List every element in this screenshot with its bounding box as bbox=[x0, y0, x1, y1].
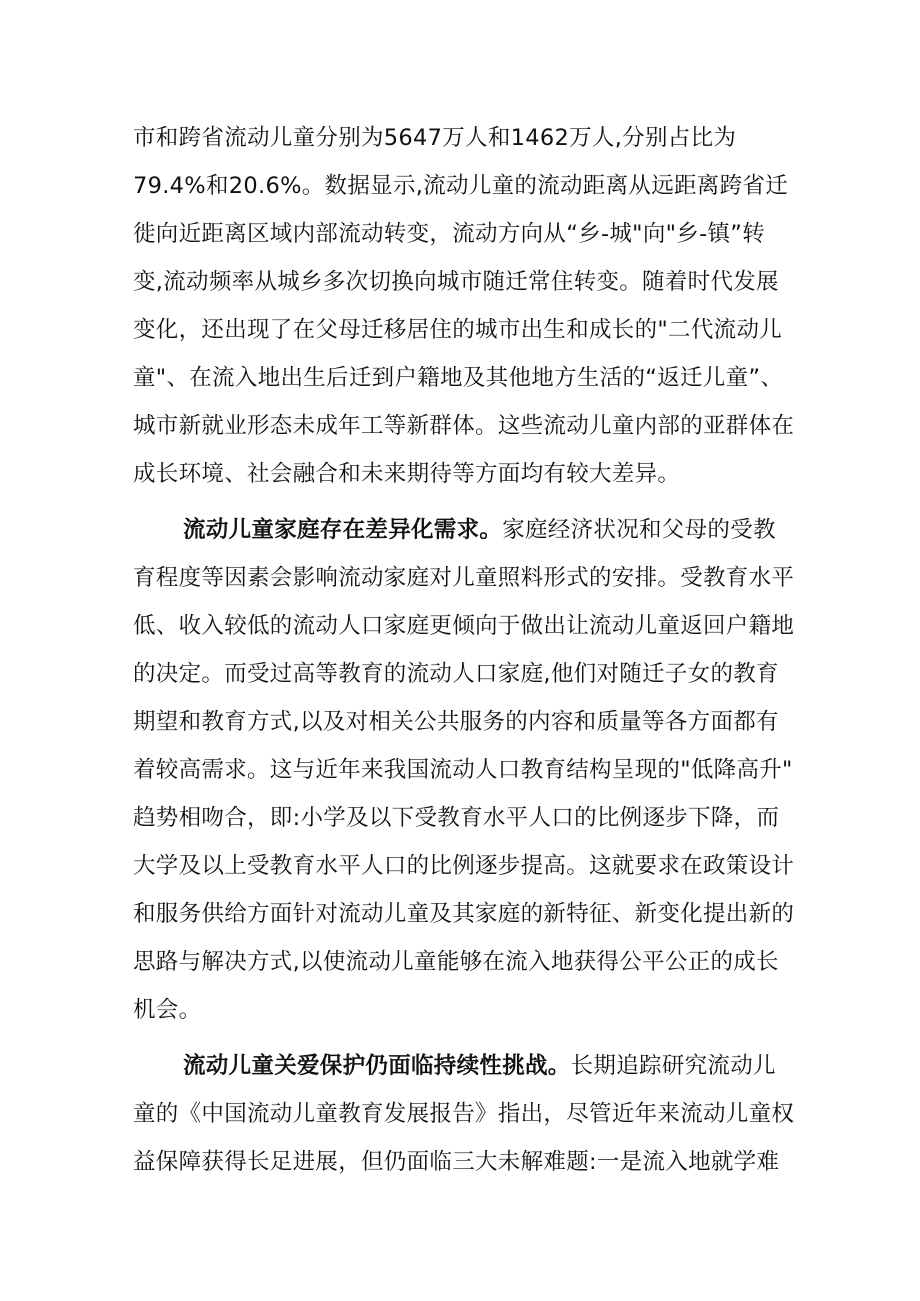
text-line: 育程度等因素会影响流动家庭对儿童照料形式的安排。受教育水平 bbox=[133, 565, 795, 591]
paragraph-text: 家庭经济状况和父母的受教 bbox=[502, 517, 776, 543]
text-line: 大学及以上受教育水平人口的比例逐步提高。这就要求在政策设计 bbox=[133, 853, 795, 879]
text-line: 思路与解决方式,以使流动儿童能够在流入地获得公平公正的成长 bbox=[133, 949, 779, 975]
text-line: 79.4%和20.6%。数据显示,流动儿童的流动距离从远距离跨省迁 bbox=[133, 173, 789, 199]
paragraph-text: 长期追踪研究流动儿 bbox=[570, 1053, 776, 1079]
text-line: 机会。 bbox=[133, 997, 202, 1023]
text-line: 趋势相吻合，即:小学及以下受教育水平人口的比例逐步下降，而 bbox=[133, 805, 780, 831]
text-line: 益保障获得长足进展，但仍面临三大未解难题:一是流入地就学难 bbox=[133, 1149, 780, 1175]
text-line: 童的《中国流动儿童教育发展报告》指出，尽管近年来流动儿童权 bbox=[133, 1101, 795, 1127]
text-line: 着较高需求。这与近年来我国流动人口教育结构呈现的"低降高升" bbox=[133, 757, 793, 783]
text-line: 徙向近距离区域内部流动转变，流动方向从“乡-城"向"乡-镇”转 bbox=[133, 221, 766, 247]
text-line: 城市新就业形态未成年工等新群体。这些流动儿童内部的亚群体在 bbox=[133, 413, 795, 439]
text-line: 期望和教育方式,以及对相关公共服务的内容和质量等各方面都有 bbox=[133, 709, 779, 735]
text-line: 变,流动频率从城乡多次切换向城市随迁常住转变。随着时代发展 bbox=[133, 269, 779, 295]
paragraph-first-line bbox=[183, 506, 803, 554]
text-line: 变化，还出现了在父母迁移居住的城市出生和成长的"二代流动儿 bbox=[133, 317, 783, 343]
paragraph-first-line bbox=[183, 1042, 803, 1090]
text-line: 童"、在流入地出生后迁到户籍地及其他地方生活的“返迁儿童”、 bbox=[133, 365, 784, 391]
text-line: 市和跨省流动儿童分别为5647万人和1462万人,分别占比为 bbox=[133, 125, 737, 151]
text-line: 的决定。而受过高等教育的流动人口家庭,他们对随迁子女的教育 bbox=[133, 661, 779, 687]
text-line: 低、收入较低的流动人口家庭更倾向于做出让流动儿童返回户籍地 bbox=[133, 613, 795, 639]
text-line: 和服务供给方面针对流动儿童及其家庭的新特征、新变化提出新的 bbox=[133, 901, 795, 927]
text-line: 成长环境、社会融合和未来期待等方面均有较大差异。 bbox=[133, 461, 681, 487]
paragraph-heading: 流动儿童家庭存在差异化需求。 bbox=[183, 517, 503, 543]
paragraph-heading: 流动儿童关爱保护仍面临持续性挑战。 bbox=[183, 1053, 571, 1079]
